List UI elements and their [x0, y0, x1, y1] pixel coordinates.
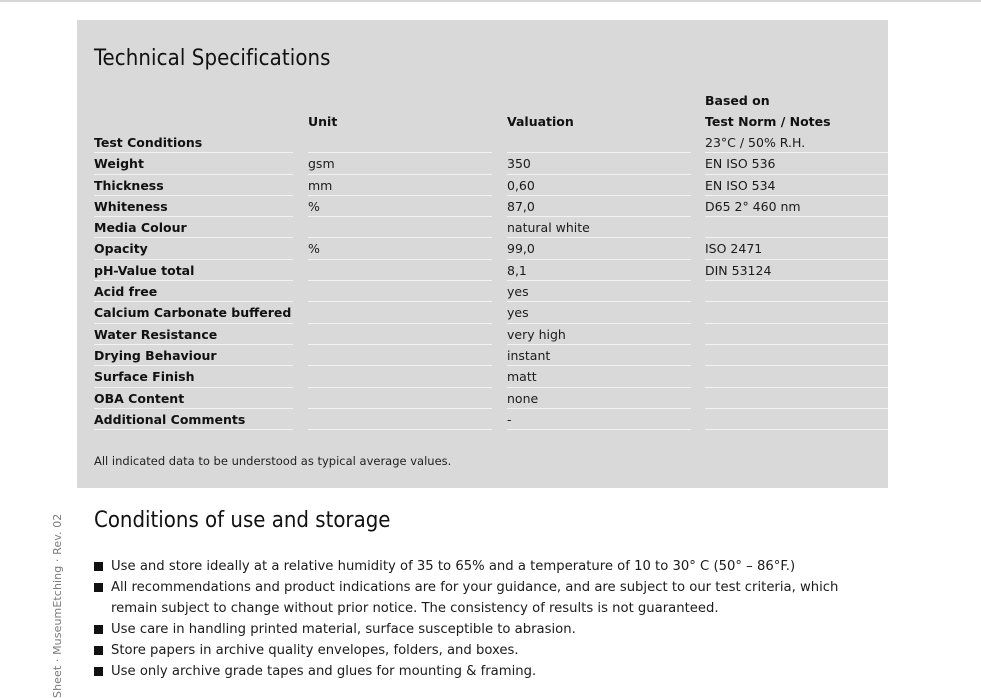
- spec-value: 0,60: [507, 175, 691, 196]
- spec-norm: [705, 345, 888, 366]
- spec-value: 87,0: [507, 196, 691, 217]
- spec-unit: [308, 132, 492, 153]
- spec-value: instant: [507, 345, 691, 366]
- table-row: [94, 302, 888, 323]
- spec-value: very high: [507, 324, 691, 345]
- spec-value: yes: [507, 281, 691, 302]
- column-header-unit: Unit: [308, 114, 338, 129]
- spec-label: Test Conditions: [94, 132, 293, 153]
- table-row: [94, 196, 888, 217]
- list-item: [94, 556, 884, 577]
- list-item-text: Use and store ideally at a relative humidity of 35 to 65% and a temperature of 10 to 30° C (50° – 86°F.): [111, 559, 796, 574]
- spec-unit: [308, 260, 492, 281]
- table-row: [94, 345, 888, 366]
- spec-norm: [705, 281, 888, 302]
- spec-norm: DIN 53124: [705, 260, 888, 281]
- spec-unit: [308, 217, 492, 238]
- spec-label: Weight: [94, 153, 293, 174]
- bullet-square-icon: [94, 625, 103, 634]
- spec-value: 99,0: [507, 238, 691, 259]
- spec-value: -: [507, 409, 691, 430]
- specs-footnote: All indicated data to be understood as typical average values.: [94, 454, 452, 468]
- spec-label: Drying Behaviour: [94, 345, 293, 366]
- spec-norm: D65 2° 460 nm: [705, 196, 888, 217]
- spec-unit: %: [308, 238, 492, 259]
- table-row: [94, 175, 888, 196]
- spec-norm: [705, 302, 888, 323]
- spec-label: Additional Comments: [94, 409, 293, 430]
- table-row: [94, 260, 888, 281]
- table-row: [94, 366, 888, 387]
- spec-label: Thickness: [94, 175, 293, 196]
- spec-label: Acid free: [94, 281, 293, 302]
- table-row: [94, 217, 888, 238]
- list-item-text: Store papers in archive quality envelopes, folders, and boxes.: [111, 643, 519, 658]
- spec-norm: [705, 366, 888, 387]
- spec-label: OBA Content: [94, 388, 293, 409]
- spec-label: Media Colour: [94, 217, 293, 238]
- table-row: [94, 324, 888, 345]
- spec-unit: %: [308, 196, 492, 217]
- bullet-square-icon: [94, 667, 103, 676]
- list-item: [94, 640, 884, 661]
- table-row: [94, 409, 888, 430]
- list-item-text: Use only archive grade tapes and glues for mounting & framing.: [111, 664, 537, 679]
- spec-value: 350: [507, 153, 691, 174]
- specs-table: [94, 132, 888, 430]
- spec-unit: [308, 366, 492, 387]
- spec-unit: [308, 345, 492, 366]
- spec-label: Opacity: [94, 238, 293, 259]
- spec-norm: [705, 324, 888, 345]
- list-item: [94, 619, 884, 640]
- conditions-title: Conditions of use and storage: [94, 508, 391, 533]
- spec-label: Water Resistance: [94, 324, 293, 345]
- spec-norm: [705, 388, 888, 409]
- spec-value: natural white: [507, 217, 691, 238]
- spec-label: Whiteness: [94, 196, 293, 217]
- spec-norm: [705, 409, 888, 430]
- spec-value: [507, 132, 691, 153]
- table-row: [94, 153, 888, 174]
- side-document-label: Sheet · MuseumEtching · Rev. 02: [51, 513, 64, 698]
- technical-specifications-panel: [77, 20, 888, 488]
- list-item-text: Use care in handling printed material, surface susceptible to abrasion.: [111, 622, 576, 637]
- list-item: [94, 661, 884, 682]
- spec-value: none: [507, 388, 691, 409]
- spec-label: pH-Value total: [94, 260, 293, 281]
- bullet-square-icon: [94, 646, 103, 655]
- table-row: [94, 388, 888, 409]
- spec-value: 8,1: [507, 260, 691, 281]
- list-item: [94, 577, 884, 619]
- top-divider: [0, 0, 981, 2]
- list-item-text: All recommendations and product indications are for your guidance, and are subject to our test criteria, which remain subject to change without prior notice. The consistency of results is not guaranteed.: [111, 580, 839, 616]
- spec-unit: [308, 388, 492, 409]
- table-row: [94, 281, 888, 302]
- spec-norm: EN ISO 534: [705, 175, 888, 196]
- bullet-square-icon: [94, 562, 103, 571]
- column-header-norm: Based on Test Norm / Notes: [705, 93, 831, 129]
- spec-value: yes: [507, 302, 691, 323]
- spec-unit: [308, 281, 492, 302]
- spec-norm: [705, 217, 888, 238]
- table-row: [94, 238, 888, 259]
- spec-value: matt: [507, 366, 691, 387]
- column-header-valuation: Valuation: [507, 114, 574, 129]
- specs-title: Technical Specifications: [94, 46, 331, 71]
- spec-label: Calcium Carbonate buffered: [94, 302, 293, 323]
- spec-unit: gsm: [308, 153, 492, 174]
- spec-label: Surface Finish: [94, 366, 293, 387]
- spec-unit: [308, 302, 492, 323]
- spec-unit: [308, 324, 492, 345]
- spec-norm: ISO 2471: [705, 238, 888, 259]
- table-row: [94, 132, 888, 153]
- spec-norm: 23°C / 50% R.H.: [705, 132, 888, 153]
- spec-norm: EN ISO 536: [705, 153, 888, 174]
- spec-unit: [308, 409, 492, 430]
- conditions-list: [94, 556, 884, 682]
- spec-unit: mm: [308, 175, 492, 196]
- bullet-square-icon: [94, 583, 103, 592]
